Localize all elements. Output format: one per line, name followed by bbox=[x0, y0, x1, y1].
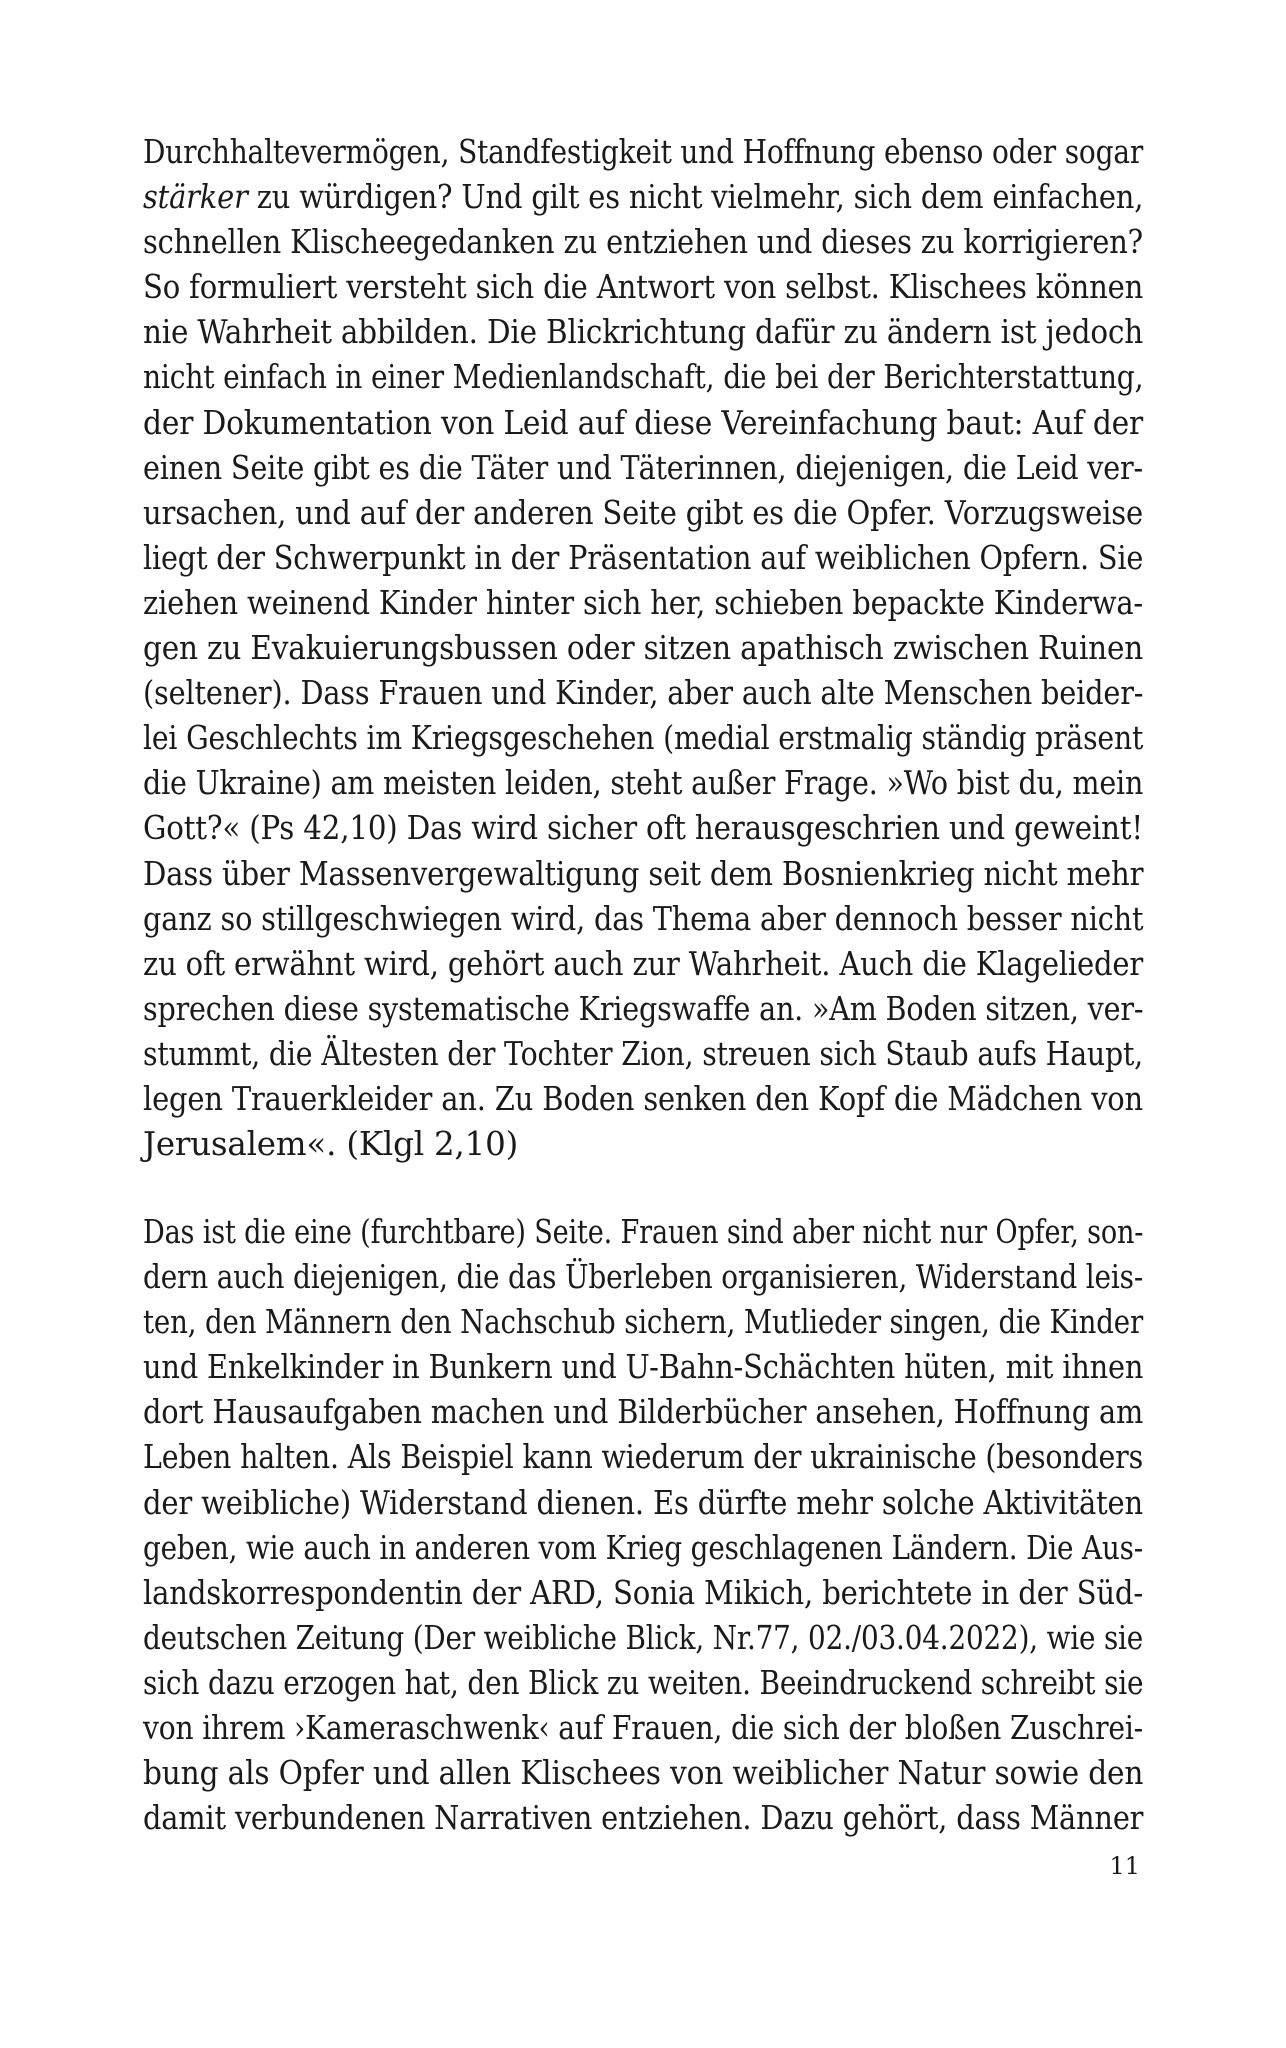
text-line bbox=[143, 355, 1143, 400]
text-line bbox=[143, 987, 1143, 1032]
text-segment: schnellen Klischeegedanken zu entziehen und dieses zu korrigieren? bbox=[143, 223, 1143, 262]
text-segment: Durchhaltevermögen, Standfestigkeit und Hoffnung ebenso oder sogar bbox=[143, 133, 1144, 171]
text-segment: Jerusalem«. (Klgl 2,10) bbox=[143, 1125, 519, 1164]
text-segment: sprechen diese systematische Kriegswaffe an. »Am Boden sitzen, ver- bbox=[143, 989, 1144, 1028]
text-line bbox=[143, 761, 1143, 806]
text-line bbox=[143, 1210, 1143, 1255]
text-segment: und Enkelkinder in Bunkern und U-Bahn-Schächten hüten, mit ihnen bbox=[143, 1348, 1144, 1387]
text-segment: damit verbundenen Narrativen entziehen. Dazu gehört, dass Männer bbox=[143, 1799, 1144, 1838]
text-segment: nie Wahrheit abbilden. Die Blickrichtung dafür zu ändern ist jedoch bbox=[143, 313, 1143, 352]
text-line bbox=[143, 1661, 1143, 1706]
text-line bbox=[143, 1032, 1143, 1077]
text-line bbox=[143, 220, 1143, 265]
text-line bbox=[143, 1796, 1143, 1841]
text-line bbox=[143, 1300, 1143, 1345]
text-line bbox=[143, 130, 1143, 175]
text-segment: der weibliche) Widerstand dienen. Es dürfte mehr solche Aktivitäten bbox=[143, 1483, 1143, 1522]
text-line bbox=[143, 175, 1143, 220]
page-number: 11 bbox=[1109, 1852, 1140, 1880]
text-segment: Leben halten. Als Beispiel kann wiederum der ukrainische (besonders bbox=[143, 1438, 1143, 1477]
text-segment: Das ist die eine (furchtbare) Seite. Frauen sind aber nicht nur Opfer, son- bbox=[143, 1213, 1144, 1251]
text-line bbox=[143, 1571, 1143, 1616]
text-segment: ziehen weinend Kinder hinter sich her, schieben bepackte Kinderwa- bbox=[143, 583, 1143, 622]
text-line bbox=[143, 491, 1143, 536]
text-segment: (seltener). Dass Frauen und Kinder, aber auch alte Menschen beider- bbox=[143, 674, 1144, 713]
paragraph-1 bbox=[143, 130, 1143, 1167]
text-segment: zu oft erwähnt wird, gehört auch zur Wahrheit. Auch die Klagelieder bbox=[143, 944, 1143, 983]
text-segment: landskorrespondentin der ARD, Sonia Mikich, berichtete in der Süd- bbox=[143, 1573, 1143, 1612]
text-segment: einen Seite gibt es die Täter und Täterinnen, diejenigen, die Leid ver- bbox=[143, 448, 1143, 487]
text-segment: liegt der Schwerpunkt in der Präsentation auf weiblichen Opfern. Sie bbox=[143, 538, 1144, 577]
text-segment: nicht einfach in einer Medienlandschaft, die bei der Berichterstattung, bbox=[143, 358, 1144, 397]
italic-text: stärker bbox=[143, 178, 248, 217]
text-line bbox=[143, 1122, 1143, 1167]
text-segment: der Dokumentation von Leid auf diese Vereinfachung baut: Auf der bbox=[143, 403, 1144, 442]
text-segment: ganz so stillgeschwiegen wird, das Thema aber dennoch besser nicht bbox=[143, 899, 1144, 938]
text-segment: lei Geschlechts im Kriegsgeschehen (medial erstmalig ständig präsent bbox=[143, 719, 1144, 758]
text-segment: bung als Opfer und allen Klischees von weiblicher Natur sowie den bbox=[143, 1754, 1144, 1793]
text-line bbox=[143, 1526, 1143, 1571]
text-line bbox=[143, 897, 1143, 942]
text-line bbox=[143, 265, 1143, 310]
text-segment: dern auch diejenigen, die das Überleben organisieren, Widerstand leis- bbox=[143, 1258, 1144, 1297]
text-line bbox=[143, 1390, 1143, 1435]
text-line bbox=[143, 1345, 1143, 1390]
text-line bbox=[143, 1255, 1143, 1300]
text-line bbox=[143, 536, 1143, 581]
text-segment: ursachen, und auf der anderen Seite gibt es die Opfer. Vorzugsweise bbox=[143, 493, 1143, 532]
text-line bbox=[143, 310, 1143, 355]
text-segment: Gott?« (Ps 42,10) Das wird sicher oft herausgeschrien und geweint! bbox=[143, 809, 1143, 848]
text-segment: von ihrem ›Kameraschwenk‹ auf Frauen, die sich der bloßen Zuschrei- bbox=[143, 1709, 1143, 1748]
text-line bbox=[143, 1481, 1143, 1526]
text-line bbox=[143, 852, 1143, 897]
text-segment: Dass über Massenvergewaltigung seit dem Bosnienkrieg nicht mehr bbox=[143, 854, 1144, 893]
text-segment: dort Hausaufgaben machen und Bilderbücher ansehen, Hoffnung am bbox=[143, 1393, 1144, 1432]
paragraph-2 bbox=[143, 1210, 1143, 1841]
text-line bbox=[143, 626, 1143, 671]
text-segment: sich dazu erzogen hat, den Blick zu weiten. Beeindruckend schreibt sie bbox=[143, 1663, 1144, 1702]
text-line bbox=[143, 446, 1143, 491]
text-line bbox=[143, 581, 1143, 626]
text-segment: zu würdigen? Und gilt es nicht vielmehr, sich dem einfachen, bbox=[247, 178, 1144, 217]
text-segment: gen zu Evakuierungsbussen oder sitzen apathisch zwischen Ruinen bbox=[143, 629, 1144, 668]
text-segment: die Ukraine) am meisten leiden, steht außer Frage. »Wo bist du, mein bbox=[143, 764, 1144, 803]
text-line bbox=[143, 1616, 1143, 1661]
text-line bbox=[143, 1751, 1143, 1796]
text-line bbox=[143, 401, 1143, 446]
text-segment: stummt, die Ältesten der Tochter Zion, streuen sich Staub aufs Haupt, bbox=[143, 1034, 1143, 1073]
text-line bbox=[143, 1077, 1143, 1122]
text-line bbox=[143, 806, 1143, 851]
text-segment: geben, wie auch in anderen vom Krieg geschlagenen Ländern. Die Aus- bbox=[143, 1528, 1143, 1567]
text-line bbox=[143, 1435, 1143, 1480]
text-segment: ten, den Männern den Nachschub sichern, Mutlieder singen, die Kinder bbox=[143, 1303, 1143, 1342]
text-line bbox=[143, 716, 1143, 761]
text-line bbox=[143, 671, 1143, 716]
text-segment: deutschen Zeitung (Der weibliche Blick, Nr.77, 02./03.04.2022), wie sie bbox=[143, 1618, 1144, 1657]
text-line bbox=[143, 1706, 1143, 1751]
text-segment: So formuliert versteht sich die Antwort von selbst. Klischees können bbox=[143, 268, 1144, 307]
text-segment: legen Trauerkleider an. Zu Boden senken den Kopf die Mädchen von bbox=[143, 1079, 1143, 1118]
text-line bbox=[143, 942, 1143, 987]
